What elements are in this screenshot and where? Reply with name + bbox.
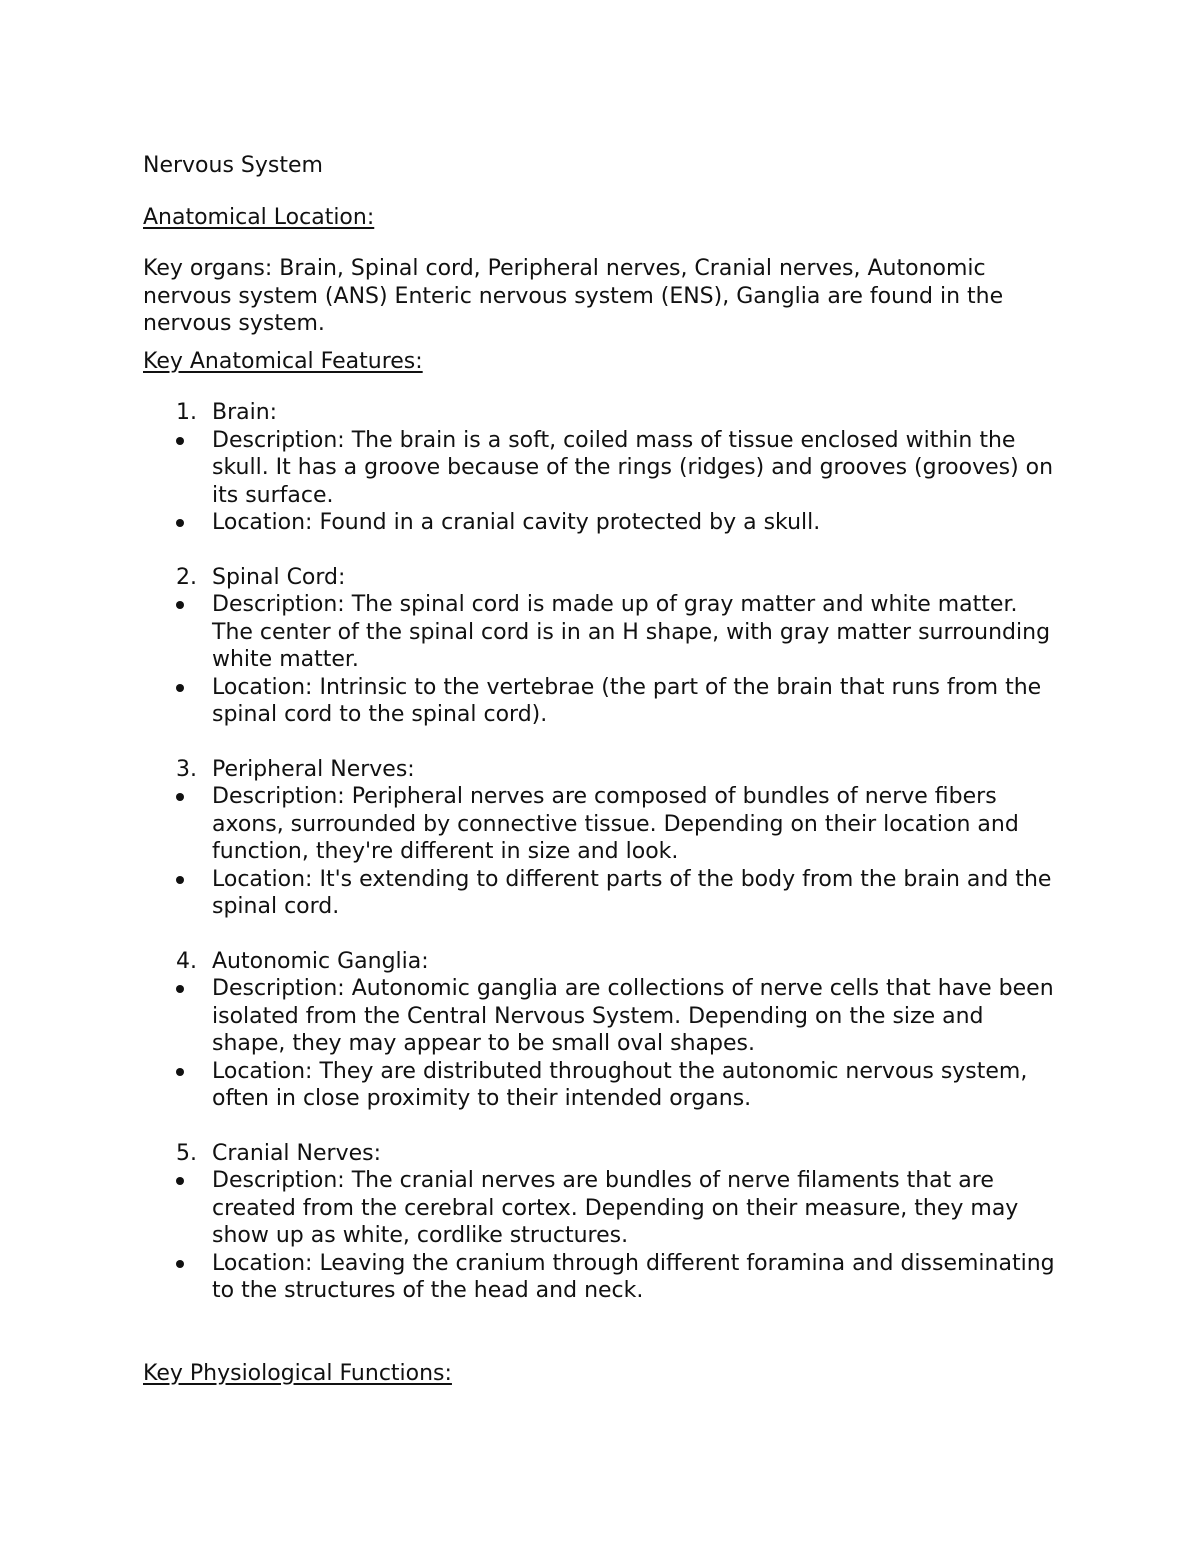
feature-item-spinal-cord [143,564,1063,729]
bullet-icon [176,437,184,445]
location-bullet [143,1058,1063,1113]
description-bullet [143,783,1063,866]
feature-item-autonomic-ganglia [143,948,1063,1113]
location-bullet [143,1250,1063,1305]
bullet-icon [176,985,184,993]
location-text: Location: Intrinsic to the vertebrae (the part of the brain that runs from the spinal cord to the spinal cord). [212,674,1042,727]
document-page [143,152,1063,1387]
document-title: Nervous System [143,153,323,178]
feature-bullets [143,1167,1063,1305]
key-organs-paragraph: Key organs: Brain, Spinal cord, Peripheral nerves, Cranial nerves, Autonomic nervous system (ANS) Enteric nervous system (ENS), Ganglia are found in the nervous system. [143,256,1004,336]
description-text: Description: The brain is a soft, coiled mass of tissue enclosed within the skull. It has a groove because of the rings (ridges) and grooves (grooves) on its surface. [212,427,1054,508]
description-text: Description: The cranial nerves are bundles of nerve filaments that are created from the cerebral cortex. Depending on their measure, they may show up as white, cordlike structures. [212,1168,1019,1248]
feature-title-row [143,756,1063,784]
description-bullet [143,427,1063,510]
anatomical-location-heading: Anatomical Location: [143,204,375,230]
bullet-icon [176,1177,184,1185]
feature-item-peripheral-nerves [143,756,1063,921]
description-text: Description: Peripheral nerves are composed of bundles of nerve fibers axons, surrounded by connective tissue. Depending on their location and function, they're different in size and look. [212,784,1019,864]
feature-title-row [143,399,1063,427]
location-bullet [143,509,1063,537]
feature-title: Cranial Nerves: [212,1140,381,1166]
feature-title: Spinal Cord: [212,564,346,590]
bullet-icon [176,1260,184,1268]
description-bullet [143,1167,1063,1250]
feature-bullets [143,591,1063,729]
key-anatomical-features-heading: Key Anatomical Features: [143,348,423,374]
list-number: 5. [176,1140,197,1166]
bullet-icon [176,519,184,527]
list-number: 4. [176,948,197,974]
key-physiological-functions-heading: Key Physiological Functions: [143,1360,452,1386]
bullet-icon [176,601,184,609]
list-number: 3. [176,756,197,782]
feature-bullets [143,427,1063,537]
feature-title: Brain: [212,400,278,425]
bullet-icon [176,876,184,884]
feature-bullets [143,783,1063,921]
feature-title-row [143,948,1063,976]
location-text: Location: Leaving the cranium through different foramina and disseminating to the structures of the head and neck. [212,1250,1055,1303]
features-list [143,399,1063,1305]
feature-title: Peripheral Nerves: [212,756,415,782]
location-bullet [143,866,1063,921]
feature-bullets [143,975,1063,1113]
description-text: Description: Autonomic ganglia are collections of nerve cells that have been isolated from the Central Nervous System. Depending on the size and shape, they may appear to be small oval shapes. [212,976,1054,1056]
location-bullet [143,674,1063,729]
description-text: Description: The spinal cord is made up of gray matter and white matter. The center of the spinal cord is in an H shape, with gray matter surrounding white matter. [212,592,1051,672]
bullet-icon [176,1068,184,1076]
feature-item-cranial-nerves [143,1140,1063,1305]
list-number: 1. [176,400,197,425]
location-text: Location: It's extending to different parts of the body from the brain and the spinal cord. [212,866,1052,919]
feature-title-row [143,564,1063,592]
bullet-icon [176,684,184,692]
description-bullet [143,591,1063,674]
location-text: Location: Found in a cranial cavity protected by a skull. [212,510,821,535]
bullet-icon [176,793,184,801]
location-text: Location: They are distributed throughout the autonomic nervous system, often in close proximity to their intended organs. [212,1058,1028,1111]
description-bullet [143,975,1063,1058]
feature-title-row [143,1140,1063,1168]
feature-item-brain [143,399,1063,537]
feature-title: Autonomic Ganglia: [212,948,429,974]
list-number: 2. [176,564,197,590]
